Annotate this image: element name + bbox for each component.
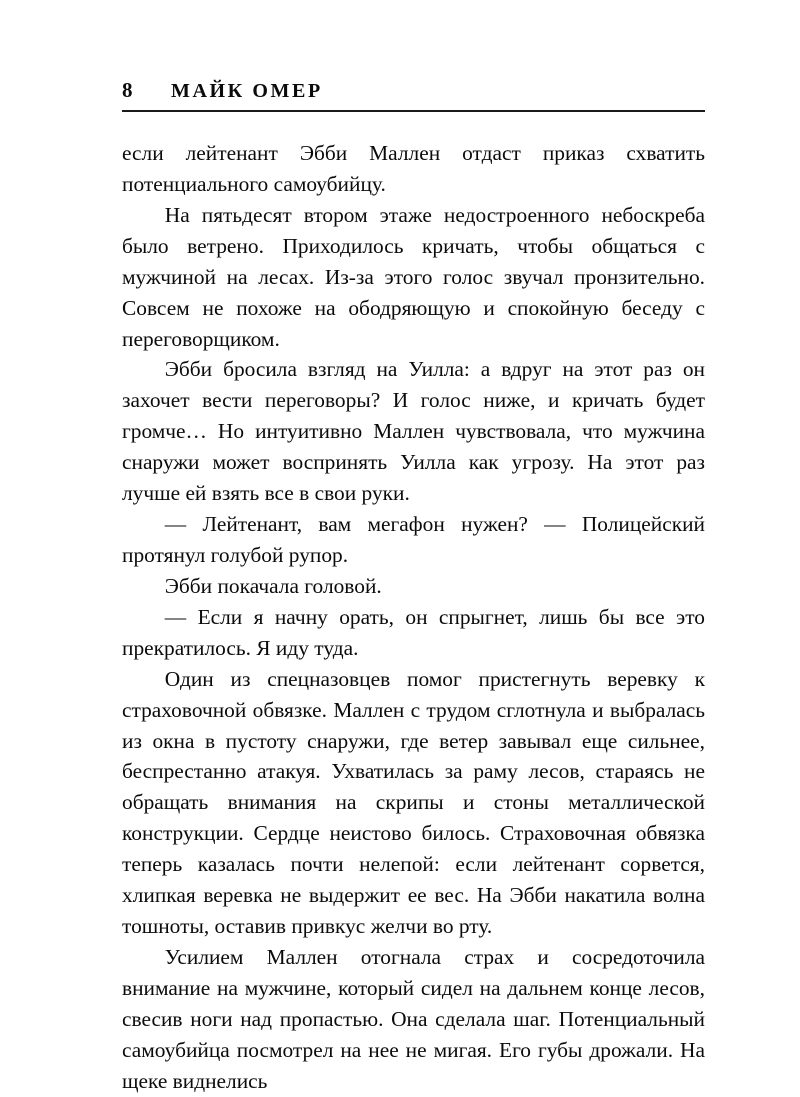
paragraph: Эбби покачала головой. [164,573,382,598]
dialogue-line: — Лейтенант, вам мегафон нужен? — Полицейский протянул голубой рупор. [122,512,705,567]
author-name: МАЙК ОМЕР [171,80,323,102]
page-number: 8 [122,78,133,102]
body-text [122,138,705,1097]
dialogue-line: — Если я начну орать, он спрыгнет, лишь бы все это прекратилось. Я иду туда. [122,604,705,660]
paragraph: На пятьдесят втором этаже недостроенного небоскреба было ветрено. Приходилось кричать, чтобы общаться с мужчиной на лесах. Из-за этого голос звучал пронзительно. Совсем не похоже на ободряющую и спокойную беседу с переговорщиком. [122,202,705,351]
paragraph: Один из спецназовцев помог пристегнуть веревку к страховочной обвязке. Маллен с трудом сглотнула и выбралась из окна в пустоту снаружи, где ветер завывал еще сильнее, беспрестанно атакуя. Ухватилась за раму лесов, стараясь не обращать внимания на скрипы и стоны металлической конструкции. Сердце неистово билось. Страховочная обвязка теперь казалась почти нелепой: если лейтенант сорвется, хлипкая веревка не выдержит ее вес. На Эбби накатила волна тошноты, оставив привкус желчи во рту. [122,666,705,939]
paragraph: Усилием Маллен отогнала страх и сосредоточила внимание на мужчине, который сидел на дальнем конце лесов, свесив ноги над пропастью. Она сделала шаг. Потенциальный самоубийца посмотрел на нее не мигая. Его губы дрожали. На щеке виднелись [122,944,705,1093]
running-head [122,78,705,112]
paragraph-continued: если лейтенант Эбби Маллен отдаст приказ схватить потенциального самоубийцу. [122,141,705,196]
paragraph: Эбби бросила взгляд на Уилла: а вдруг на этот раз он захочет вести переговоры? И голос ниже, и кричать будет громче… Но интуитивно Маллен чувствовала, что мужчина снаружи может воспринять Уилла как угрозу. На этот раз лучше ей взять все в свои руки. [122,357,705,506]
